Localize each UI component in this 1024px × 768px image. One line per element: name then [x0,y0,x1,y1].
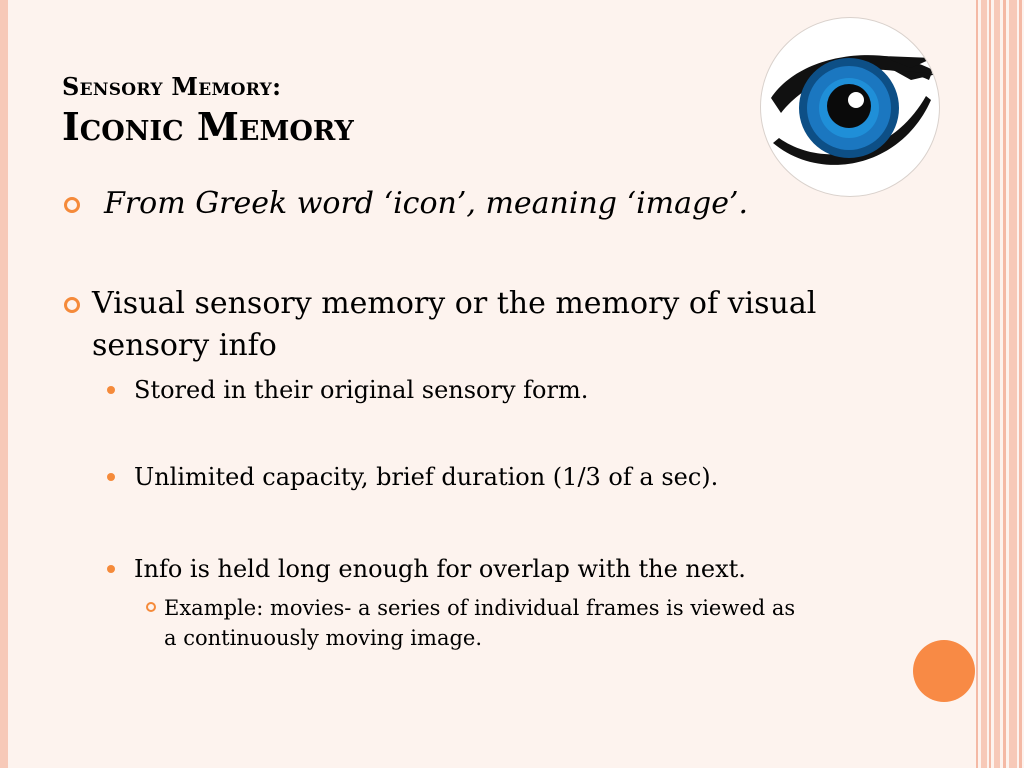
bullet-text: Visual sensory memory or the memory of visual [92,286,817,321]
sub-bullet-text: Info is held long enough for overlap with the next. [134,555,746,583]
decor-stripe [976,0,978,768]
sub-sub-bullet-marker [146,602,156,612]
decor-stripe [1003,0,1006,768]
sub-bullet-text: Stored in their original sensory form. [134,376,589,404]
eye-picture [760,17,940,197]
slide-subtitle: Sensory Memory: [62,72,282,101]
decor-stripe [994,0,1000,768]
decor-circle [913,640,975,702]
sub-bullet-marker [107,473,115,481]
bullet-marker [64,197,80,213]
sub-sub-bullet-text-continued: a continuously moving image. [164,626,483,650]
sub-bullet-text: Unlimited capacity, brief duration (1/3 of a sec). [134,463,719,491]
bullet-text-continued: sensory info [92,328,277,363]
bullet-text: From Greek word ‘icon’, meaning ‘image’. [104,186,749,221]
decor-stripe [1009,0,1017,768]
bullet-marker [64,297,80,313]
decor-stripe [1019,0,1022,768]
eye-icon [761,18,939,196]
slide-title: Iconic Memory [62,104,354,149]
sub-bullet-marker [107,386,115,394]
left-edge-stripe [0,0,8,768]
decor-stripe [981,0,987,768]
decor-stripe [989,0,991,768]
sub-sub-bullet-text: Example: movies- a series of individual frames is viewed as [164,596,796,620]
sub-bullet-marker [107,565,115,573]
